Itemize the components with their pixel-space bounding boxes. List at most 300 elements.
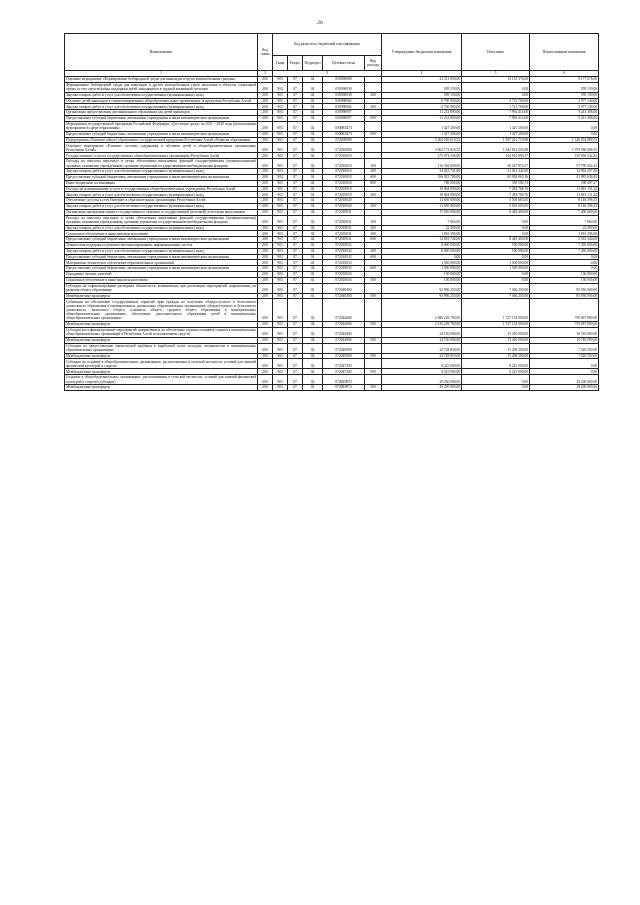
- row-executed-amount: 1 427 200,00: [462, 121, 530, 131]
- table-row: [65, 121, 599, 131]
- row-approved-amount: 92 996 250,00: [382, 283, 462, 293]
- row-code: 200: [258, 121, 273, 131]
- row-subsection: 02: [303, 293, 323, 299]
- row-executed-amount: 8 225 000,00: [462, 369, 530, 375]
- row-unexecuted-amount: 57 790 092,43: [530, 159, 599, 169]
- row-name: Субсидии на предоставление ежемесячной надбавки к заработной плате молодым специалистам в муниципальных образовательных организациях: [66, 343, 256, 352]
- row-subsection: 02: [303, 131, 323, 137]
- row-name: Межбюджетные трансферты: [65, 353, 258, 359]
- row-section: 07: [288, 198, 303, 204]
- row-chapter: 903: [273, 271, 288, 277]
- row-section: 07: [288, 385, 303, 391]
- row-name: Создание в общеобразовательных организациях, расположенных в сельской местности, условий для занятий физической культурой и спортом (субсидии): [66, 375, 256, 384]
- row-code: 200: [258, 337, 273, 343]
- row-chapter: 903: [273, 121, 288, 131]
- row-target-item: 072044900: [323, 327, 365, 337]
- table-row: [65, 375, 599, 385]
- row-executed-amount: 58 547 913,57: [462, 159, 530, 169]
- row-code: 200: [258, 260, 273, 266]
- row-code: 200: [258, 98, 273, 104]
- row-chapter: 903: [273, 343, 288, 353]
- row-unexecuted-amount: 0,00: [530, 359, 599, 369]
- row-unexecuted-amount: 7 520 550,00: [530, 353, 599, 359]
- page-number: 26: [317, 20, 323, 26]
- row-chapter: 903: [273, 143, 288, 153]
- row-name: Предоставление субсидий бюджетным, автономным учреждениям и иным некоммерческим организациям: [65, 131, 258, 137]
- row-name: Межбюджетные трансферты: [65, 321, 258, 327]
- row-code: 200: [258, 203, 273, 209]
- row-code: 200: [258, 180, 273, 186]
- row-unexecuted-amount: 8 146 396,35: [530, 198, 599, 204]
- row-chapter: 903: [273, 104, 288, 110]
- row-code: 200: [258, 192, 273, 198]
- row-section: 07: [288, 231, 303, 237]
- row-code: 200: [258, 137, 273, 143]
- row-target-item: 072010019: [323, 192, 365, 198]
- row-name: Межбюджетные трансферты: [65, 337, 258, 343]
- row-code: 200: [258, 327, 273, 337]
- row-executed-amount: 5 503 603,65: [462, 203, 530, 209]
- row-subsection: 02: [303, 76, 323, 82]
- row-expense-type: 600: [365, 266, 382, 272]
- row-approved-amount: 22 313 050,00: [382, 76, 462, 82]
- row-target-item: 072010019: [323, 186, 365, 192]
- row-approved-amount: 29 200 000,00: [382, 375, 462, 385]
- row-section: 07: [288, 343, 303, 353]
- row-target-item: 050090030: [323, 82, 365, 92]
- row-unexecuted-amount: 11 681 131,24: [530, 186, 599, 192]
- row-executed-amount: 3 723 760,00: [462, 98, 530, 104]
- row-subsection: 02: [303, 121, 323, 131]
- table-row: [65, 283, 599, 293]
- row-code: 200: [258, 169, 273, 175]
- row-name: Предоставление субсидий бюджетным, автономным учреждениям и иным некоммерческим организациям: [65, 115, 258, 121]
- row-section: 07: [288, 327, 303, 337]
- row-code: 200: [258, 237, 273, 243]
- row-approved-amount: 2 486 229 700,00: [382, 299, 462, 322]
- row-chapter: 903: [273, 198, 288, 204]
- row-approved-amount: 6 700 900,00: [382, 98, 462, 104]
- row-section: 07: [288, 192, 303, 198]
- row-target-item: 050090000: [323, 76, 365, 82]
- row-chapter: 903: [273, 260, 288, 266]
- row-target-item: 0500R0273: [323, 121, 365, 131]
- row-approved-amount: 22 728 850,00: [382, 343, 462, 353]
- table-row: [65, 159, 599, 169]
- row-target-item: 0500R0273: [323, 131, 365, 137]
- row-chapter: 903: [273, 359, 288, 369]
- row-chapter: 903: [273, 321, 288, 327]
- row-unexecuted-amount: 85 950 000,00: [530, 283, 599, 293]
- row-chapter: 903: [273, 169, 288, 175]
- row-section: 07: [288, 115, 303, 121]
- column-number: 2: [258, 71, 273, 77]
- row-executed-amount: 21 031 444,00: [462, 169, 530, 175]
- row-unexecuted-amount: 9 177 676,00: [530, 76, 599, 82]
- row-unexecuted-amount: 10 740 000,00: [530, 337, 599, 343]
- row-target-item: 072047200: [323, 369, 365, 375]
- row-name: Предоставление субсидий бюджетным, автономным учреждениям и иным некоммерческим организациям: [65, 237, 258, 243]
- row-section: 07: [288, 153, 303, 159]
- row-name: Подпрограмма «Развитие общего образования» государственной программы Республики Алтай «Развитие образования»: [65, 137, 258, 143]
- row-approved-amount: 959 150,00: [382, 82, 462, 92]
- row-section: 07: [288, 104, 303, 110]
- row-target-item: 050090062: [323, 98, 365, 104]
- row-subsection: 02: [303, 174, 323, 180]
- row-target-item: 072010033: [323, 260, 365, 266]
- row-code: 200: [258, 225, 273, 231]
- row-executed-amount: 1 427 200,00: [462, 131, 530, 137]
- header-approved: Утвержденные бюджетные назначения: [382, 34, 462, 71]
- row-approved-amount: 3 062 772 010,53: [382, 143, 462, 153]
- row-unexecuted-amount: 2 977 140,00: [530, 98, 599, 104]
- row-code: 200: [258, 198, 273, 204]
- row-code: 200: [258, 159, 273, 169]
- row-code: 200: [258, 209, 273, 215]
- row-section: 07: [288, 293, 303, 299]
- row-name: Расходы на выплаты персоналу в целях обеспечения выполнения функций государственными (муниципальными) органами, казенными учреждениями, органами управления государственными внебюджетными фондами: [66, 215, 256, 225]
- row-executed-amount: 144 814 093,57: [462, 153, 530, 159]
- row-code: 200: [258, 248, 273, 254]
- row-name: Субсидии на софинансирование расходных обязательств, возникающих при реализации мероприятий, направленных на развитие общего образования: [66, 283, 256, 292]
- row-executed-amount: 7 283 768,76: [462, 192, 530, 198]
- row-expense-type: 600: [365, 254, 382, 260]
- row-approved-amount: 34 023 741,00: [382, 169, 462, 175]
- row-name: Обеспечение доступа к сети Интернет в образовательных организациях Республики Алтай: [65, 198, 258, 204]
- table-row: [65, 359, 599, 369]
- row-approved-amount: 8 225 000,00: [382, 359, 462, 369]
- row-code: 200: [258, 254, 273, 260]
- row-target-item: 050090062: [323, 104, 365, 110]
- row-section: 07: [288, 337, 303, 343]
- row-expense-type: 800: [365, 180, 382, 186]
- row-code: 200: [258, 110, 273, 116]
- row-chapter: 903: [273, 248, 288, 254]
- row-subsection: 02: [303, 186, 323, 192]
- row-chapter: 903: [273, 137, 288, 143]
- row-section: 07: [288, 254, 303, 260]
- row-approved-amount: 24 150 000,00: [382, 327, 462, 337]
- row-code: 200: [258, 266, 273, 272]
- table-body: [65, 76, 599, 390]
- row-unexecuted-amount: 41 885 636,84: [530, 174, 599, 180]
- row-section: 07: [288, 131, 303, 137]
- row-code: 200: [258, 299, 273, 322]
- table-row: [65, 82, 599, 92]
- row-chapter: 903: [273, 215, 288, 225]
- row-target-item: 072044900: [323, 337, 365, 343]
- row-subsection: 02: [303, 225, 323, 231]
- row-section: 07: [288, 76, 303, 82]
- row-unexecuted-amount: 7 400 600,00: [530, 209, 599, 215]
- row-target-item: 072010010: [323, 180, 365, 186]
- row-section: 07: [288, 98, 303, 104]
- row-executed-amount: 0,00: [462, 215, 530, 225]
- row-code: 200: [258, 369, 273, 375]
- row-approved-amount: 6 700 900,00: [382, 104, 462, 110]
- row-chapter: 903: [273, 266, 288, 272]
- row-chapter: 903: [273, 337, 288, 343]
- row-unexecuted-amount: 0,00: [530, 254, 599, 260]
- row-unexecuted-amount: 150 000,00: [530, 277, 599, 283]
- row-approved-amount: 150 000,00: [382, 271, 462, 277]
- row-approved-amount: 22 000,00: [382, 225, 462, 231]
- row-executed-amount: 7 046 250,00: [462, 293, 530, 299]
- row-chapter: 903: [273, 369, 288, 375]
- row-chapter: 903: [273, 153, 288, 159]
- row-expense-type: [365, 283, 382, 293]
- row-chapter: 903: [273, 115, 288, 121]
- table-row: [65, 343, 599, 353]
- row-expense-type: [365, 143, 382, 153]
- row-unexecuted-amount: 0,00: [530, 266, 599, 272]
- row-section: 07: [288, 266, 303, 272]
- row-expense-type: 200: [365, 192, 382, 198]
- row-target-item: 072010033: [323, 266, 365, 272]
- row-unexecuted-amount: 0,00: [530, 121, 599, 131]
- row-unexecuted-amount: 759 067 800,00: [530, 321, 599, 327]
- row-section: 07: [288, 369, 303, 375]
- row-subsection: 02: [303, 327, 323, 337]
- row-code: 200: [258, 82, 273, 92]
- row-chapter: 903: [273, 283, 288, 293]
- row-approved-amount: 106 923 700,00: [382, 174, 462, 180]
- row-code: 200: [258, 231, 273, 237]
- row-chapter: 903: [273, 174, 288, 180]
- row-chapter: 903: [273, 209, 288, 215]
- row-section: 07: [288, 271, 303, 277]
- row-executed-amount: 1 727 152 900,00: [462, 299, 530, 322]
- row-chapter: 903: [273, 353, 288, 359]
- row-section: 07: [288, 242, 303, 248]
- row-target-item: 072010032: [323, 254, 365, 260]
- row-code: 200: [258, 271, 273, 277]
- row-name: Обучение детей-инвалидов в специализированных общеобразовательных организациях за пределами Республики Алтай: [65, 98, 258, 104]
- column-number: 1: [65, 71, 258, 77]
- row-executed-amount: 395 592,73: [462, 180, 530, 186]
- row-target-item: 072010020: [323, 198, 365, 204]
- row-target-item: 072044600: [323, 299, 365, 322]
- row-name: Закупка товаров, работ и услуг для обеспечения государственных (муниципальных) нужд: [65, 192, 258, 198]
- row-subsection: 02: [303, 254, 323, 260]
- row-chapter: 903: [273, 293, 288, 299]
- row-unexecuted-amount: 29 200 000,00: [530, 375, 599, 385]
- row-subsection: 02: [303, 337, 323, 343]
- row-target-item: 072010010: [323, 169, 365, 175]
- row-target-item: 072000000: [323, 137, 365, 143]
- row-chapter: 903: [273, 242, 288, 248]
- row-unexecuted-amount: 0,00: [530, 131, 599, 137]
- header-code: Код главы: [258, 34, 273, 71]
- row-unexecuted-amount: 7 450 000,00: [530, 242, 599, 248]
- row-unexecuted-amount: 7 520 550,00: [530, 343, 599, 353]
- row-executed-amount: 13 410 000,00: [462, 327, 530, 337]
- row-subsection: 02: [303, 192, 323, 198]
- row-section: 07: [288, 225, 303, 231]
- row-expense-type: 600: [365, 237, 382, 243]
- row-name: Межбюджетные трансферты: [65, 385, 258, 391]
- row-section: 07: [288, 299, 303, 322]
- row-subsection: 02: [303, 271, 323, 277]
- row-subsection: 02: [303, 266, 323, 272]
- row-code: 200: [258, 359, 273, 369]
- row-approved-amount: 2 416 229 700,00: [382, 321, 462, 327]
- row-chapter: 903: [273, 82, 288, 92]
- row-expense-type: 300: [365, 277, 382, 283]
- row-subsection: 02: [303, 159, 323, 169]
- row-subsection: 02: [303, 375, 323, 385]
- row-approved-amount: 1 427 200,00: [382, 121, 462, 131]
- row-target-item: 072010010: [323, 153, 365, 159]
- row-name: Межбюджетные трансферты: [65, 369, 258, 375]
- row-name: Основное мероприятие «Развитие системы содержания и обучения детей в общеобразовательных организациях Республики Алтай»: [66, 143, 256, 152]
- row-expense-type: [365, 375, 382, 385]
- row-code: 200: [258, 321, 273, 327]
- row-expense-type: 300: [365, 231, 382, 237]
- row-chapter: 903: [273, 98, 288, 104]
- row-code: 200: [258, 143, 273, 153]
- row-chapter: 903: [273, 131, 288, 137]
- row-expense-type: 500: [365, 321, 382, 327]
- row-executed-amount: 0,00: [462, 277, 530, 283]
- row-unexecuted-amount: 29 200 000,00: [530, 385, 599, 391]
- row-name: Мероприятия государственной программы Российской Федерации «Доступная среда» на 2011 - 2020 годы (региональные мероприятия в сфере образования): [66, 122, 256, 131]
- row-target-item: 072010032: [323, 248, 365, 254]
- row-section: 07: [288, 375, 303, 385]
- row-code: 200: [258, 186, 273, 192]
- row-approved-amount: 13 650 000,00: [382, 198, 462, 204]
- row-approved-amount: 1 427 200,00: [382, 131, 462, 137]
- row-subsection: 02: [303, 92, 323, 98]
- row-subsection: 02: [303, 115, 323, 121]
- row-target-item: 050090097: [323, 110, 365, 116]
- row-target-item: 072010031: [323, 237, 365, 243]
- row-name: Расходы на муниципальные услуги в государственных общеобразовательных учреждениях Республики Алтай: [65, 186, 258, 192]
- row-subsection: 02: [303, 369, 323, 375]
- row-executed-amount: 65 038 063,16: [462, 174, 530, 180]
- row-approved-amount: 13 233 800,00: [382, 115, 462, 121]
- row-unexecuted-amount: 959 150,00: [530, 92, 599, 98]
- row-subsection: 02: [303, 248, 323, 254]
- row-section: 07: [288, 121, 303, 131]
- row-name: Формирование безбарьерной среды для инвалидов и других маломобильных групп населения в объектах социальной сферы за счет средств фонда поддержки детей, находящихся в трудной жизненной ситуации: [66, 83, 256, 92]
- row-expense-type: [365, 327, 382, 337]
- row-chapter: 903: [273, 375, 288, 385]
- row-subsection: 02: [303, 169, 323, 175]
- row-target-item: 050090030: [323, 92, 365, 98]
- row-code: 200: [258, 92, 273, 98]
- row-code: 200: [258, 385, 273, 391]
- row-target-item: 072010031: [323, 225, 365, 231]
- row-executed-amount: 0,00: [462, 385, 530, 391]
- row-approved-amount: 15 850 000,00: [382, 209, 462, 215]
- row-target-item: 0720R0972: [323, 385, 365, 391]
- row-subsection: 02: [303, 277, 323, 283]
- row-name: Субвенции на обеспечение государственных гарантий прав граждан на получение общедоступного и бесплатного дошкольного образования в муниципальных дошкольных образовательных организациях, общедоступного и бесплатного дошкольного, начального общего, основного общего, среднего общего образования в муниципальных общеобразовательных организациях, обеспечение дополнительного образования детей в муниципальных общеобразовательных организациях: [66, 299, 256, 321]
- row-subsection: 02: [303, 143, 323, 153]
- row-name: Материально-техническое обеспечение образовательных организаций: [65, 260, 258, 266]
- row-expense-type: 600: [365, 131, 382, 137]
- row-expense-type: 200: [365, 92, 382, 98]
- row-expense-type: 600: [365, 115, 382, 121]
- row-name: Техническая поддержка и развитие автоматизированных информационных систем: [65, 242, 258, 248]
- row-section: 07: [288, 186, 303, 192]
- row-expense-type: 100: [365, 159, 382, 169]
- table-row: [65, 143, 599, 153]
- row-chapter: 903: [273, 225, 288, 231]
- row-target-item: 072010032: [323, 242, 365, 248]
- row-chapter: 903: [273, 192, 288, 198]
- row-name: Предоставление субсидий бюджетным, автономным учреждениям и иным некоммерческим организациям: [65, 174, 258, 180]
- row-section: 07: [288, 209, 303, 215]
- header-unexecuted: Неисполненные назначения: [530, 34, 599, 71]
- row-subsection: 02: [303, 203, 323, 209]
- budget-execution-table: [64, 33, 599, 391]
- row-section: 07: [288, 215, 303, 225]
- row-code: 200: [258, 153, 273, 159]
- row-executed-amount: 8 449 400,00: [462, 237, 530, 243]
- row-code: 200: [258, 283, 273, 293]
- row-executed-amount: 1 937 412 710,98: [462, 137, 530, 143]
- row-subsection: 02: [303, 299, 323, 322]
- row-name: Государственные услуги в государственных общеобразовательных организациях Республики Алтай: [65, 153, 258, 159]
- row-approved-amount: 8 000 000,00: [382, 242, 462, 248]
- row-unexecuted-amount: 8 146 396,35: [530, 203, 599, 209]
- row-executed-amount: 3 723 760,00: [462, 104, 530, 110]
- row-executed-amount: 1 500 000,00: [462, 260, 530, 266]
- row-name: Основное мероприятие «Формирование безбарьерной среды для инвалидов и групп маломобильных граждан»: [65, 76, 258, 82]
- row-approved-amount: 18 964 900,00: [382, 186, 462, 192]
- row-executed-amount: 7 283 768,76: [462, 186, 530, 192]
- row-name: Социальное обеспечение и иные выплаты населению: [65, 231, 258, 237]
- row-section: 07: [288, 137, 303, 143]
- row-executed-amount: 13 410 000,00: [462, 337, 530, 343]
- row-executed-amount: 550 000,00: [462, 242, 530, 248]
- row-approved-amount: 1 500 000,00: [382, 266, 462, 272]
- row-expense-type: 200: [365, 104, 382, 110]
- row-unexecuted-amount: 2 977 140,00: [530, 104, 599, 110]
- row-executed-amount: 0,00: [462, 254, 530, 260]
- header-subsection: Подраздел: [303, 55, 323, 71]
- row-name: Закупка товаров, работ и услуг для обеспечения государственных (муниципальных) нужд: [65, 248, 258, 254]
- row-chapter: 903: [273, 76, 288, 82]
- row-executed-amount: 13 135 374,00: [462, 76, 530, 82]
- row-executed-amount: 8 449 400,00: [462, 209, 530, 215]
- row-name: Организация проведения единого государственного экзамена и государственной (итоговой) аттестации выпускников: [65, 209, 258, 215]
- row-approved-amount: 150 000,00: [382, 277, 462, 283]
- row-subsection: 02: [303, 82, 323, 92]
- row-name: Предоставление субсидий бюджетным, автономным учреждениям и иным некоммерческим организациям: [65, 266, 258, 272]
- row-expense-type: 500: [365, 337, 382, 343]
- row-name: Закупка товаров, работ и услуг для обеспечения государственных (муниципальных) нужд: [65, 169, 258, 175]
- row-unexecuted-amount: 7 450 000,00: [530, 248, 599, 254]
- row-target-item: 050090097: [323, 115, 365, 121]
- row-executed-amount: 0,00: [462, 92, 530, 98]
- row-name: Субсидии на софинансирование мероприятий, направленных на обеспечение горячим питанием учащихся муниципальных общеобразовательных организаций в Республике Алтай за исключением средств: [66, 328, 256, 337]
- column-number: 5: [462, 71, 530, 77]
- row-chapter: 903: [273, 110, 288, 116]
- row-name: Закупка товаров, работ и услуг для обеспечения государственных (муниципальных) нужд: [65, 92, 258, 98]
- header-classification-group: Код раздела по бюджетной классификации: [273, 34, 382, 56]
- row-chapter: 903: [273, 159, 288, 169]
- table-row: [65, 299, 599, 322]
- row-unexecuted-amount: 5 241 386,00: [530, 115, 599, 121]
- row-executed-amount: 0,00: [462, 271, 530, 277]
- row-unexecuted-amount: 0,00: [530, 369, 599, 375]
- row-unexecuted-amount: 12 992 297,00: [530, 169, 599, 175]
- row-approved-amount: 24 150 000,00: [382, 337, 462, 343]
- row-subsection: 02: [303, 215, 323, 225]
